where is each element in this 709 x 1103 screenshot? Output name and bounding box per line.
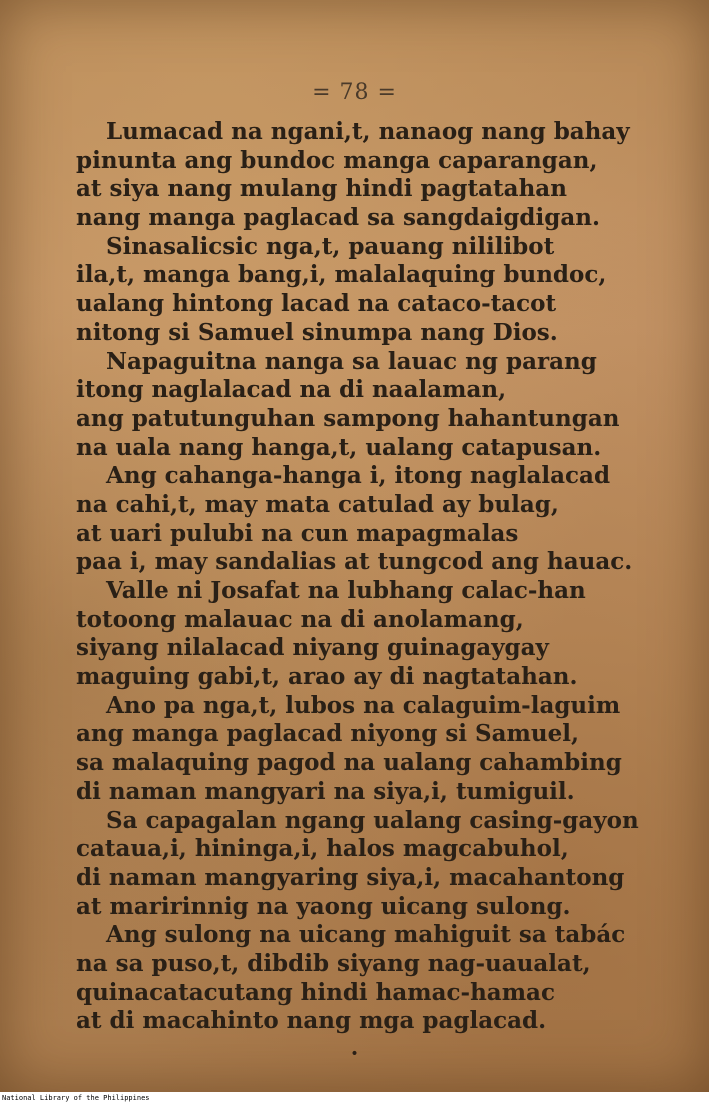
poem-line: at di macahinto nang mga paglacad.: [76, 1007, 547, 1035]
poem-line: sa malaquing pagod na ualang cahambing: [76, 749, 622, 777]
poem-line: nitong si Samuel sinumpa nang Dios.: [76, 318, 558, 346]
library-credit: National Library of the Philippines: [2, 1094, 150, 1102]
poem-line: Valle ni Josafat na lubhang calac-han: [106, 577, 586, 604]
poem-line: at maririnnig na yaong uicang sulong.: [76, 892, 571, 920]
poem-line: di naman mangyari na siya,i, tumiguil.: [76, 777, 575, 805]
poem-line: di naman mangyaring siya,i, macahantong: [76, 863, 625, 891]
poem-line: ang manga paglacad niyong si Samuel,: [76, 720, 579, 748]
page-number: = 78 =: [312, 80, 397, 105]
poem-text: [76, 118, 686, 1036]
ornament-mark: •: [350, 1046, 359, 1062]
poem-line: quinacatacutang hindi hamac-hamac: [76, 978, 555, 1006]
poem-line: Ang cahanga-hanga i, itong naglalacad: [106, 462, 611, 490]
poem-line: Ano pa nga,t, lubos na calaguim-laguim: [106, 691, 621, 719]
poem-line: Sa capagalan ngang ualang casing-gayon: [106, 806, 639, 834]
poem-line: Napaguitna nanga sa lauac ng parang: [106, 347, 597, 375]
poem-line: Ang sulong na uicang mahiguit sa tabác: [106, 921, 626, 949]
poem-line: ila,t, manga bang,i, malalaquing bundoc,: [76, 261, 607, 289]
poem-line: Sinasalicsic nga,t, pauang nililibot: [106, 232, 555, 260]
poem-line: siyang nilalacad niyang guinagaygay: [76, 634, 549, 662]
poem-line: nang manga paglacad sa sangdaigdigan.: [76, 204, 600, 232]
poem-line: cataua,i, hininga,i, halos magcabuhol,: [76, 835, 569, 863]
poem-line: maguing gabi,t, arao ay di nagtatahan.: [76, 663, 578, 691]
poem-line: pinunta ang bundoc manga caparangan,: [76, 146, 598, 174]
poem-line: na cahi,t, may mata catulad ay bulag,: [76, 490, 559, 518]
poem-line: paa i, may sandalias at tungcod ang hauac.: [76, 548, 633, 576]
poem-line: Lumacad na ngani,t, nanaog nang bahay: [106, 118, 630, 145]
poem-line: at uari pulubi na cun mapagmalas: [76, 519, 519, 547]
poem-line: ualang hintong lacad na cataco-tacot: [76, 290, 557, 318]
poem-line: ang patutunguhan sampong hahantungan: [76, 404, 620, 432]
poem-line: itong naglalacad na di naalaman,: [76, 376, 507, 404]
poem-line: at siya nang mulang hindi pagtatahan: [76, 175, 567, 203]
poem-line: na uala nang hanga,t, ualang catapusan.: [76, 433, 602, 461]
poem-line: na sa puso,t, dibdib siyang nag-uaualat,: [76, 949, 591, 977]
poem-line: totoong malauac na di anolamang,: [76, 605, 524, 633]
